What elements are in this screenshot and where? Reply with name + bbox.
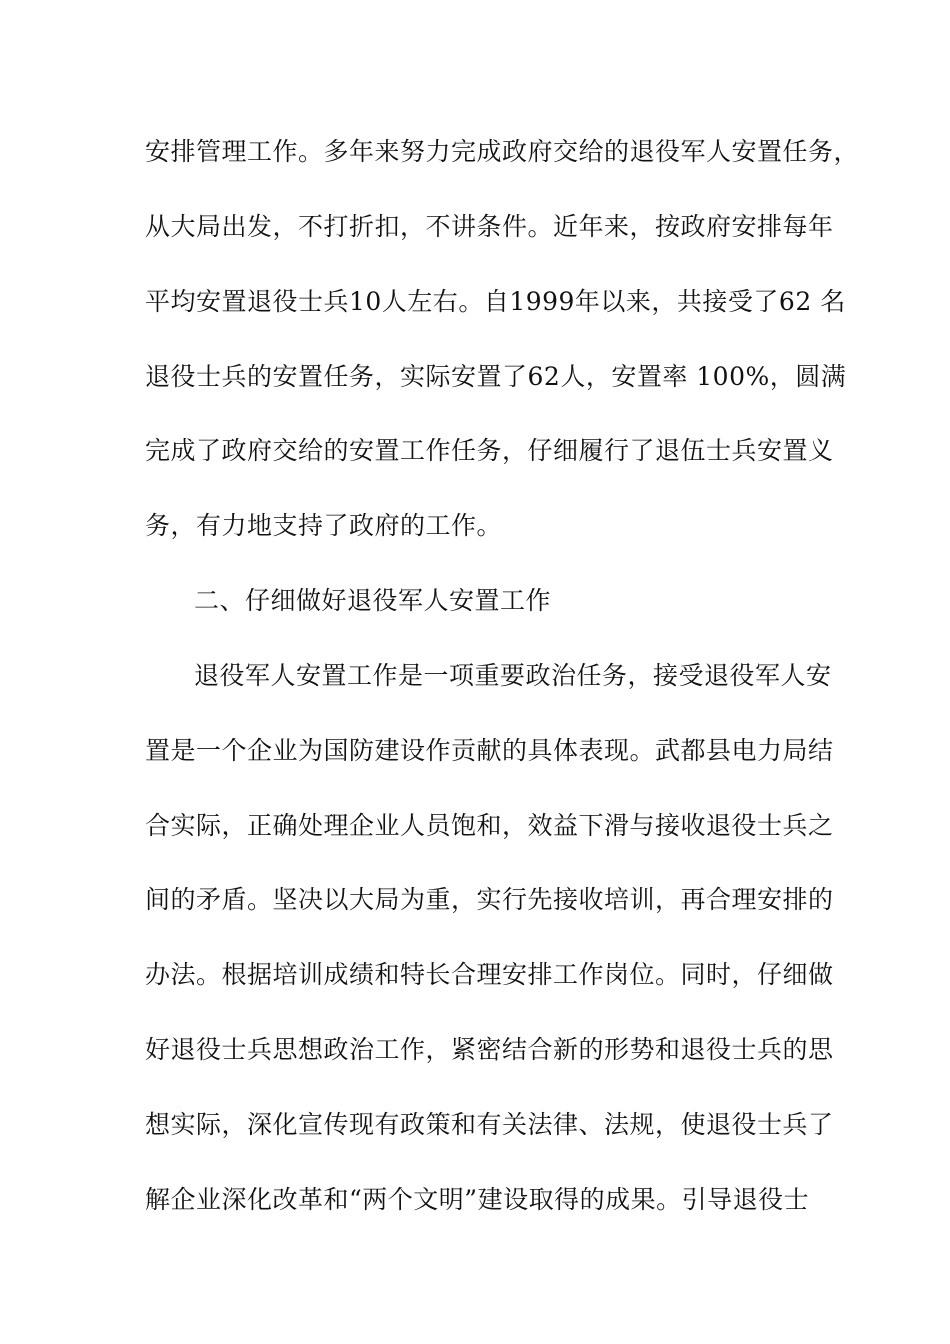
paragraph-line: 办法。根据培训成绩和特长合理安排工作岗位。同时，仔细做 <box>145 960 834 989</box>
paragraph-line: 好退役士兵思想政治工作，紧密结合新的形势和退役士兵的思 <box>145 1035 834 1064</box>
paragraph-line: 安排管理工作。多年来努力完成政府交给的退役军人安置任务， <box>145 137 860 166</box>
paragraph-line: 完成了政府交给的安置工作任务，仔细履行了退伍士兵安置义 <box>145 436 834 465</box>
paragraph-line: 退役士兵的安置任务，实际安置了62人，安置率 100%，圆满 <box>145 362 847 391</box>
paragraph-line: 退役军人安置工作是一项重要政治任务，接受退役军人安 <box>194 661 832 690</box>
paragraph-line: 合实际，正确处理企业人员饱和，效益下滑与接收退役士兵之 <box>145 811 834 840</box>
paragraph-line: 间的矛盾。坚决以大局为重，实行先接收培训，再合理安排的 <box>145 885 834 914</box>
paragraph-line: 置是一个企业为国防建设作贡献的具体表现。武都县电力局结 <box>145 736 834 765</box>
paragraph-line: 务，有力地支持了政府的工作。 <box>145 511 503 540</box>
paragraph-line: 从大局出发，不打折扣，不讲条件。近年来，按政府安排每年 <box>145 212 834 241</box>
paragraph-line: 想实际，深化宣传现有政策和有关法律、法规，使退役士兵了 <box>145 1110 834 1139</box>
paragraph-line: 解企业深化改革和“两个文明”建设取得的成果。引导退役士 <box>145 1185 810 1214</box>
paragraph-line: 平均安置退役士兵10人左右。自1999年以来，共接受了62 名 <box>145 287 846 316</box>
section-heading: 二、仔细做好退役军人安置工作 <box>194 586 552 615</box>
